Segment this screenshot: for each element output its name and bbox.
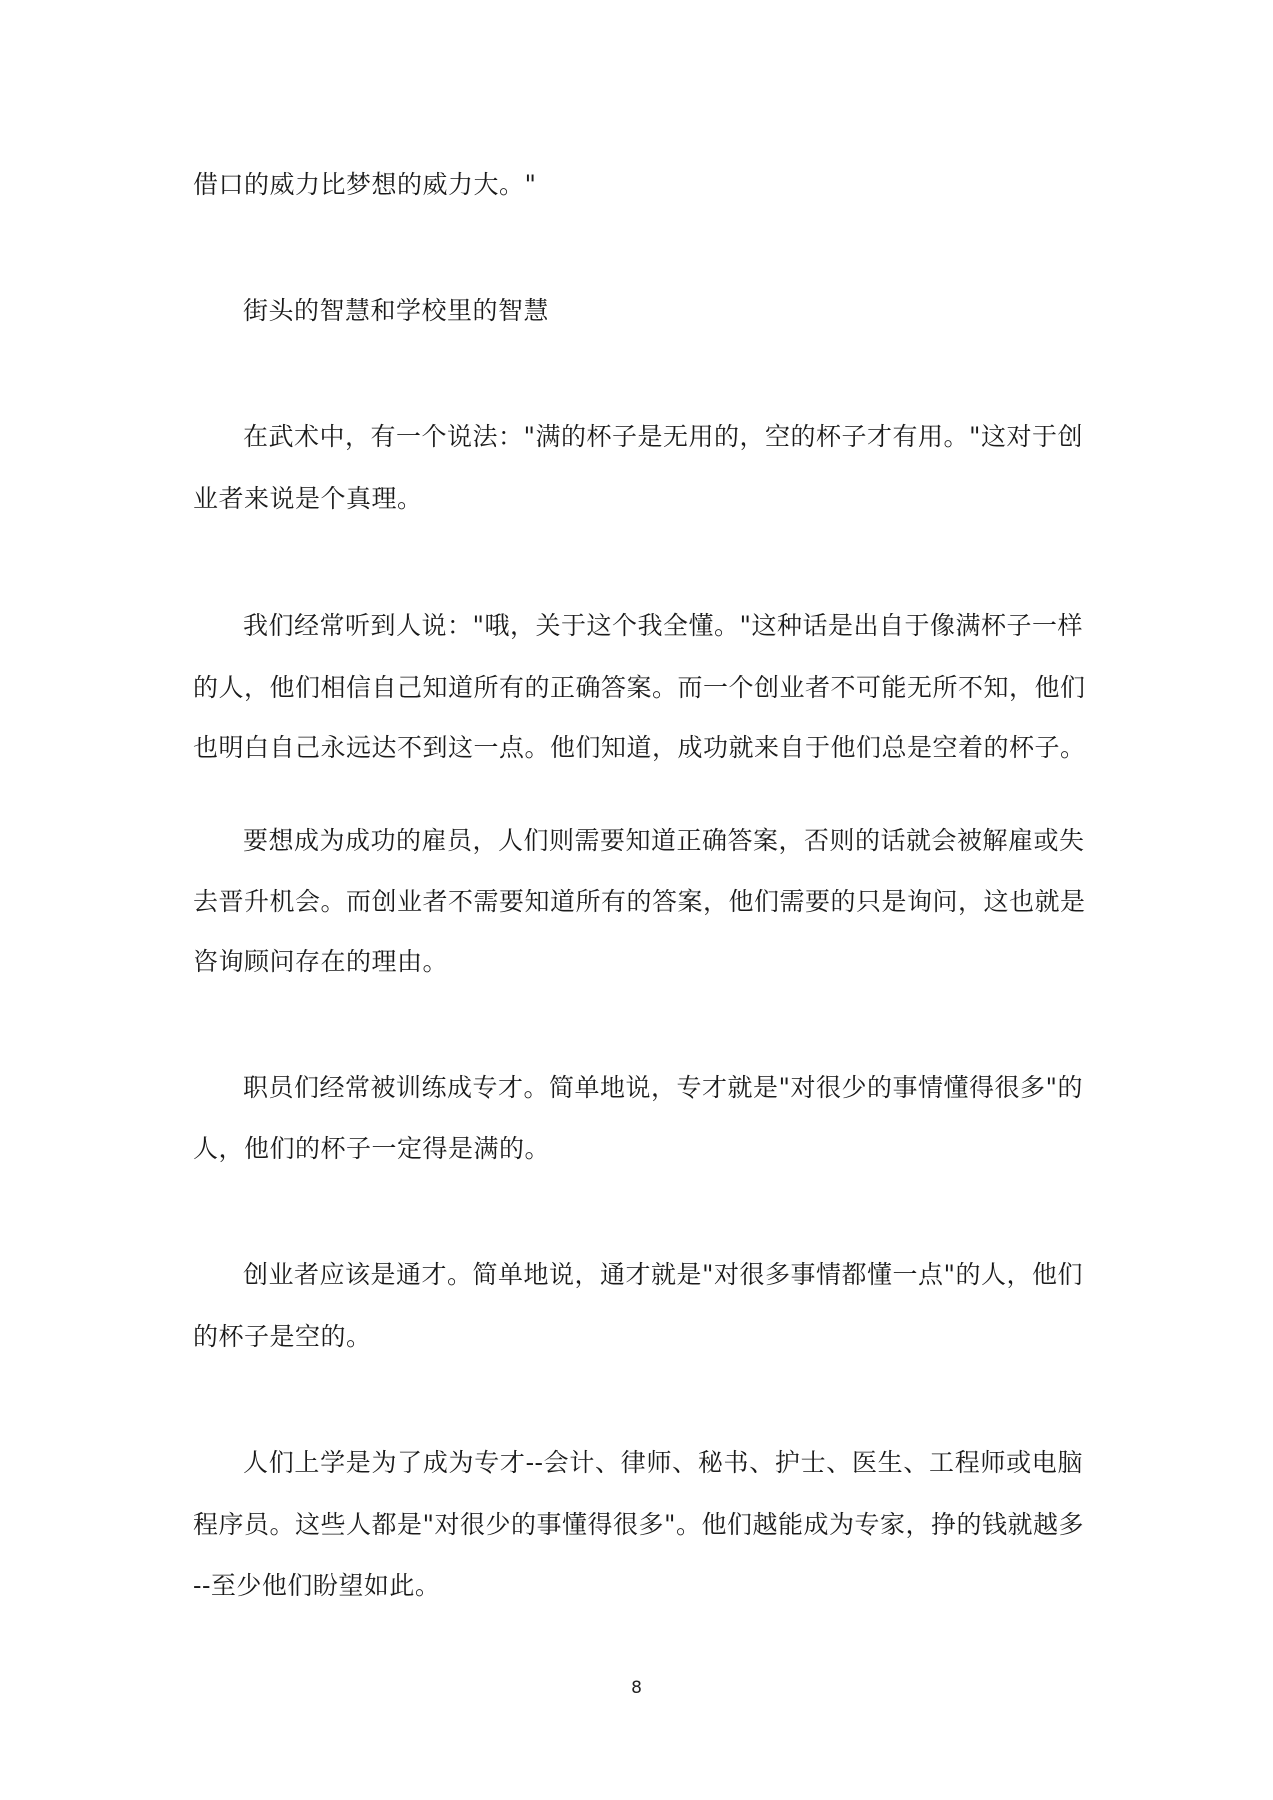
paragraph-5-line-2: 的杯子是空的。 — [193, 1322, 372, 1351]
paragraph-6-line-1: 人们上学是为了成为专才--会计、律师、秘书、护士、医生、工程师或电脑 — [243, 1448, 1083, 1477]
paragraph-2-line-2: 的人，他们相信自己知道所有的正确答案。而一个创业者不可能无所不知，他们 — [193, 673, 1086, 702]
paragraph-1-line-2: 业者来说是个真理。 — [193, 484, 423, 513]
paragraph-3-line-1: 要想成为成功的雇员，人们则需要知道正确答案，否则的话就会被解雇或失 — [243, 826, 1085, 855]
section-heading: 街头的智慧和学校里的智慧 — [243, 296, 550, 325]
page-number: 8 — [631, 1678, 642, 1698]
paragraph-6-line-2: 程序员。这些人都是"对很少的事懂得很多"。他们越能成为专家，挣的钱就越多 — [193, 1510, 1085, 1539]
text-line-continuation: 借口的威力比梦想的威力大。" — [193, 170, 537, 199]
paragraph-2-line-3: 也明白自己永远达不到这一点。他们知道，成功就来自于他们总是空着的杯子。 — [193, 733, 1086, 762]
paragraph-1-line-1: 在武术中，有一个说法："满的杯子是无用的，空的杯子才有用。"这对于创 — [243, 422, 1084, 451]
paragraph-5-line-1: 创业者应该是通才。简单地说，通才就是"对很多事情都懂一点"的人，他们 — [243, 1260, 1084, 1289]
paragraph-3-line-2: 去晋升机会。而创业者不需要知道所有的答案，他们需要的只是询问，这也就是 — [193, 887, 1086, 916]
paragraph-4-line-1: 职员们经常被训练成专才。简单地说，专才就是"对很少的事情懂得很多"的 — [243, 1073, 1084, 1102]
paragraph-4-line-2: 人，他们的杯子一定得是满的。 — [193, 1134, 551, 1163]
paragraph-2-line-1: 我们经常听到人说："哦，关于这个我全懂。"这种话是出自于像满杯子一样 — [243, 611, 1084, 640]
paragraph-3-line-3: 咨询顾问存在的理由。 — [193, 947, 449, 976]
paragraph-6-line-3: --至少他们盼望如此。 — [193, 1571, 441, 1600]
